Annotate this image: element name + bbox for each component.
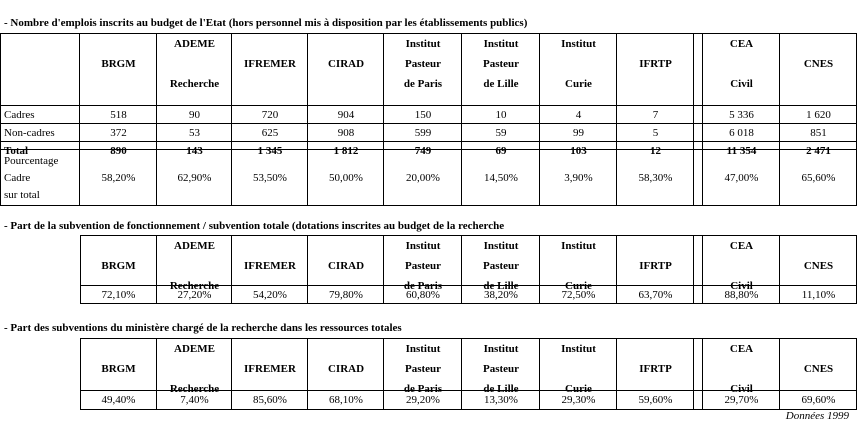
column-header-line [617,236,694,256]
column-header [617,34,694,96]
grid-line [156,33,157,206]
table-cell: 3,90% [564,172,593,184]
column-header-line: IFREMER [244,58,296,70]
grid-line [539,33,540,206]
column-header [308,339,384,391]
row-label: Total [4,145,29,157]
column-header-line: BRGM [101,58,136,70]
table-cell: 29,20% [406,394,440,406]
column-header-line [308,339,384,359]
table-cell: 60,80% [406,289,440,301]
grid-line [383,235,384,304]
column-header [540,339,617,395]
grid-line [0,123,857,124]
table-cell: 79,80% [329,289,363,301]
column-header [157,339,232,395]
table-cell: 47,00% [724,172,759,184]
grid-line [702,235,703,304]
column-header [384,339,462,395]
grid-line [539,235,540,304]
row-label: Non-cadres [4,127,55,139]
column-header-line: Curie [565,383,592,395]
table-cell: 99 [573,127,584,139]
table-cell: 518 [110,109,127,121]
column-header [308,34,384,96]
grid-line [231,33,232,206]
column-header [462,236,540,292]
grid-line [702,338,703,410]
table-cell: 58,30% [638,172,673,184]
section-1-title: - Nombre d'emplois inscrits au budget de l'Etat (hors personnel mis à disposition par les établissements publics) [4,17,528,29]
table-cell: 5 336 [729,109,754,121]
column-header-line: IFRTP [639,363,672,375]
table-cell: 6 018 [729,127,754,139]
column-header-line: IFRTP [639,260,672,272]
table-cell: 65,60% [801,172,836,184]
column-header [157,236,232,292]
table-cell: 68,10% [329,394,363,406]
column-header [780,339,857,391]
table-cell: 372 [110,127,127,139]
table-cell: 7,40% [180,394,209,406]
column-header [540,34,617,96]
column-header-line [617,34,694,54]
column-header-line [703,256,780,276]
table-cell: 625 [261,127,279,139]
table-cell: 12 [650,145,661,157]
column-header-line: Institut [561,240,596,252]
grid-line [779,338,780,410]
ministry-subsidy-table [80,338,857,410]
column-header-line [780,34,857,54]
column-header-line: Civil [730,383,753,395]
row-label: Cadres [4,109,35,121]
table-cell: 11 354 [726,145,757,157]
column-header-line: de Lille [483,383,519,395]
section-3-title: - Part des subventions du ministère chargé de la recherche dans les ressources totales [4,322,402,334]
column-header-line: CNES [803,260,834,272]
column-header-line [308,74,384,94]
grid-line [0,105,857,106]
grid-line [616,338,617,410]
table-cell: 50,00% [329,172,363,184]
grid-line [461,235,462,304]
column-header-line: CEA [729,343,754,355]
employment-table [0,33,857,206]
column-header [780,236,857,286]
column-header-line: de Lille [483,280,519,292]
column-header [80,34,157,96]
table-cell: 908 [337,127,355,139]
grid-line [383,33,384,206]
operating-subsidy-table [80,235,857,304]
grid-line [231,338,232,410]
grid-line [231,235,232,304]
column-header [232,34,308,96]
grid-line [80,390,857,391]
column-header-line [703,359,780,379]
table-cell: 20,00% [406,172,440,184]
column-header-line: ADEME [174,38,215,50]
column-header-line [308,34,384,54]
grid-line [0,149,857,150]
table-cell: 143 [186,145,203,157]
column-header-line [232,34,308,54]
column-header [80,339,157,391]
table-cell: 29,70% [724,394,759,406]
table-cell: 103 [570,145,587,157]
table-cell: 69,60% [801,394,836,406]
column-header-line: ADEME [174,240,215,252]
column-header [780,34,857,96]
column-header-line [80,339,157,359]
column-header-line: Pasteur [482,58,520,70]
column-header-line: Pasteur [482,363,520,375]
table-cell: 69 [495,145,507,157]
table-cell: 890 [110,145,127,157]
column-header-line: CNES [803,58,834,70]
column-header-line: CIRAD [327,58,365,70]
column-header-line: Institut [405,38,441,50]
table-cell: 5 [652,127,659,139]
column-header-line [780,236,857,256]
column-header-line [703,54,780,74]
column-header-line: Pasteur [404,260,442,272]
table-cell: 49,40% [101,394,136,406]
table-cell: 13,30% [484,394,518,406]
column-header-line: Institut [405,343,441,355]
grid-line [79,33,80,206]
table-cell: 10 [495,109,507,121]
column-header-line: Civil [730,78,753,90]
section-2-title: - Part de la subvention de fonctionnement / subvention totale (dotations inscrites au budget de la recherche [4,220,505,232]
column-header-line [157,54,232,74]
column-header-line: Institut [483,343,519,355]
table-cell: 72,50% [561,289,596,301]
column-header-line: de Paris [403,280,443,292]
column-header [157,34,232,96]
column-header-line: Institut [483,240,519,252]
table-cell: 1 812 [333,145,359,157]
table-cell: 53,50% [253,172,287,184]
grid-line [461,33,462,206]
grid-line [702,33,703,206]
row-label-line: Cadre [4,172,31,184]
table-cell: 88,80% [724,289,759,301]
column-header-line: CNES [803,363,834,375]
column-header-line: Curie [565,280,592,292]
table-cell: 7 [652,109,659,121]
column-header [232,236,308,286]
column-header-line: de Paris [403,78,443,90]
grid-line [779,235,780,304]
row-label-line: Pourcentage [4,155,59,167]
column-header-line: Institut [561,343,596,355]
column-header-line: de Paris [403,383,443,395]
grid-line [616,235,617,304]
grid-line [693,338,694,410]
grid-line [156,338,157,410]
column-header [617,339,694,391]
grid-line [461,338,462,410]
table-cell: 85,60% [253,394,287,406]
column-header-line [157,256,232,276]
column-header-line [232,236,308,256]
column-header-line [80,34,157,54]
column-header-line: BRGM [101,260,136,272]
table-cell: 150 [414,109,432,121]
grid-line [307,33,308,206]
table-cell: 29,30% [561,394,596,406]
table-cell: 63,70% [638,289,673,301]
column-header-line [780,74,857,94]
column-header-line: IFREMER [244,363,296,375]
column-header [703,236,780,292]
grid-line [0,141,857,142]
table-cell: 749 [414,145,432,157]
table-cell: 720 [261,109,279,121]
column-header-line: Recherche [169,383,220,395]
column-header-line [617,74,694,94]
table-cell: 62,90% [177,172,212,184]
column-header-line: IFREMER [244,260,296,272]
grid-line [156,235,157,304]
column-header [617,236,694,286]
table-cell: 1 345 [257,145,283,157]
column-header-line [80,74,157,94]
table-cell: 58,20% [101,172,136,184]
column-header-line: Institut [483,38,519,50]
column-header-line [540,54,617,74]
column-header-line: Institut [405,240,441,252]
table-cell: 4 [575,109,582,121]
column-header-line: Curie [565,78,592,90]
column-header-line: de Lille [483,78,519,90]
grid-line [693,235,694,304]
table-cell: 90 [189,109,200,121]
table-cell: 54,20% [253,289,287,301]
column-header-line: CEA [729,38,754,50]
column-header [80,236,157,286]
table-cell: 904 [337,109,355,121]
grid-line [307,235,308,304]
table-cell: 11,10% [801,289,836,301]
grid-line [539,338,540,410]
column-header-line: IFRTP [639,58,672,70]
table-cell: 599 [414,127,432,139]
column-header [384,236,462,292]
column-header-line: Pasteur [404,58,442,70]
column-header [462,34,540,96]
table-cell: 14,50% [484,172,518,184]
column-header [384,34,462,96]
table-cell: 59,60% [638,394,673,406]
table-cell: 72,10% [101,289,136,301]
column-header-line [308,236,384,256]
table-cell: 2 471 [806,145,831,157]
table-cell: 851 [810,127,827,139]
column-header-line [780,339,857,359]
column-header-line [617,339,694,359]
grid-line [383,338,384,410]
column-header-line: CIRAD [327,363,365,375]
column-header-line [540,256,617,276]
column-header [703,339,780,395]
column-header-line: Pasteur [482,260,520,272]
column-header-line [232,339,308,359]
row-label-line: sur total [4,189,40,201]
column-header [308,236,384,286]
table-cell: 27,20% [177,289,212,301]
row-label [0,150,80,206]
grid-line [307,338,308,410]
table-cell: 59 [495,127,507,139]
column-header-line: Institut [561,38,596,50]
column-header [703,34,780,96]
column-header [462,339,540,395]
column-header-line: CIRAD [327,260,365,272]
column-header-line: Pasteur [404,363,442,375]
table-cell: 53 [189,127,200,139]
data-year-note: Données 1999 [785,410,849,422]
column-header-line [540,359,617,379]
column-header-line [232,74,308,94]
column-header-line: Recherche [169,78,220,90]
table-cell: 38,20% [484,289,518,301]
grid-line [616,33,617,206]
column-header-line: Recherche [169,280,220,292]
column-header [232,339,308,391]
grid-line [779,33,780,206]
grid-line [80,285,857,286]
column-header [540,236,617,292]
table-cell: 1 620 [806,109,831,121]
column-header-line [80,236,157,256]
column-header-line: CEA [729,240,754,252]
column-header-line: Civil [730,280,753,292]
grid-line [693,33,694,206]
column-header-line: BRGM [101,363,136,375]
column-header-line [157,359,232,379]
column-header-line: ADEME [174,343,215,355]
